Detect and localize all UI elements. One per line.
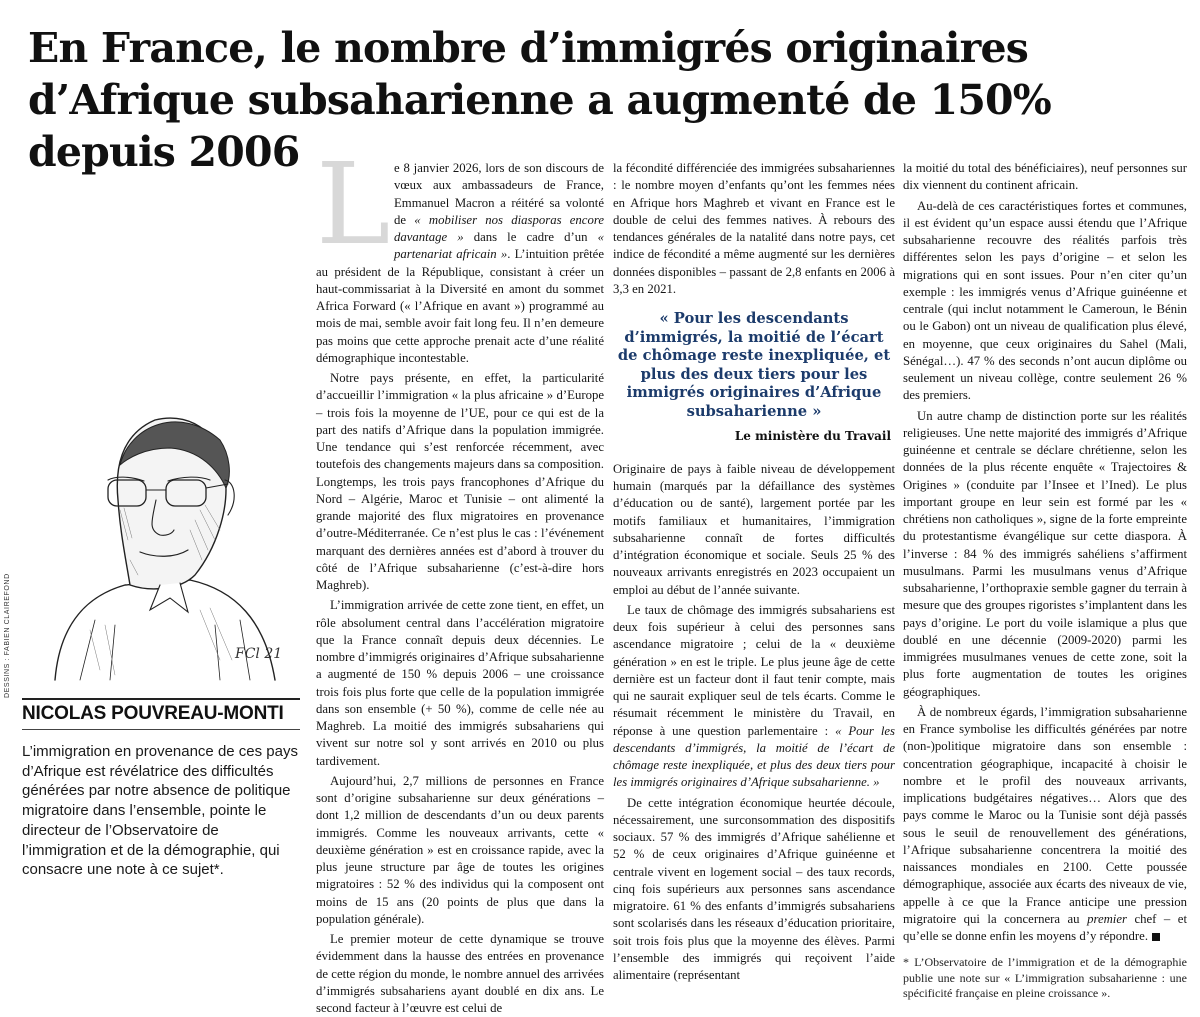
text-run: L’immigration arrivée de cette zone tient, en effet, un rôle absolument central dans l’accélération migratoire que la France connaît depuis deux décennies. Le nombre d’immigrés originaires d’Afrique subsaharienne a augmenté de 150 % depuis 2006 – une croissance trois fois plus forte que celle de la population immigrée dans son ensemble (+ 50 %), comme de celle née au Maghreb. La moitié des immigrés subsahariens qui vivent sur notre sol y sont arrivés en 2010 ou plus tardivement. xyxy=(316,598,604,768)
article-paragraph xyxy=(903,704,1187,946)
text-run: Le taux de chômage des immigrés subsahariens est deux fois supérieur à celui des personnes sans ascendance migratoire ; celui de la « deuxième génération » en est le triple. Le plus jeune âge de cette dernière est un facteur dont il faut tenir compte, mais qui ne saurait expliquer seul de tels écarts. Comme le résumait récemment le ministère du Travail, en réponse à une question parlementaire : xyxy=(613,602,895,738)
text-run: Originaire de pays à faible niveau de développement humain (marqués par la défaillance des systèmes d’éducation ou de santé), largement portée par les motifs familiaux et humanitaires, l’immigration subsaharienne connaît de fortes difficultés d’intégration économique et sociale. Seuls 25 % des nouveaux arrivants enregistrés en 2023 occupaient un emploi au début de l’année suivante. xyxy=(613,461,895,597)
text-run: Le premier moteur de cette dynamique se trouve évidemment dans la hausse des entrées en provenance de cette région du monde, le nombre annuel des arrivées d’immigrés subsahariens ayant doublé en dix ans. Le second facteur à l’œuvre est celui de xyxy=(316,932,604,1015)
text-run: Aujourd’hui, 2,7 millions de personnes en France sont d’origine subsaharienne sur deux générations – dont 1,2 million de descendants d’un ou deux parents immigrés. Comme les nouveaux arrivants, cette « deuxième génération » est en croissance rapide, avec la plus jeune structure par âge de toutes les origines migratoires : 52 % des individus qui la composent ont moins de 15 ans (20 points de plus que dans la population générale). xyxy=(316,773,604,926)
text-run: Un autre champ de distinction porte sur les réalités religieuses. Une nette majorité des immigrés d’Afrique guinéenne et centrale se déclare chrétienne, selon les données de la plus récente enquête « Trajectoires & Origines » (conduite par l’Insee et l’Ined). Le plus important groupe en leur sein est formé par les « chrétiens non catholiques », signe de la forte empreinte du protestantisme évangélique sur cette diaspora. À l’inverse : 84 % des immigrés sahéliens s’affirment musulmans. Parmi les musulmans venus d’Afrique subsaharienne, l’orthopraxie semble gagner du terrain à mesure que des groupes rigoristes s’implantent dans les pays d’origine. Le port du voile islamique a plus que doublé en une décennie (2009-2020) parmi les immigrées musulmanes venues de cette zone, soit la plus forte augmentation de toutes les origines géographiques. xyxy=(903,408,1187,699)
author-rule xyxy=(22,729,300,730)
article-paragraph xyxy=(316,773,604,928)
article-paragraph xyxy=(316,931,604,1017)
article-footnote: * L’Observatoire de l’immigration et de la démographie publie une note sur « L’immigration subsaharienne : une spécificité française en pleine croissance ». xyxy=(903,955,1187,1001)
article-paragraph xyxy=(316,370,604,594)
drop-cap: L xyxy=(316,140,391,270)
article-paragraph xyxy=(613,602,895,792)
article-paragraph xyxy=(613,795,895,985)
article-column-1 xyxy=(316,140,604,1017)
article-lede: L’immigration en provenance de ces pays d’Afrique est révélatrice des difficultés générées par notre absence de politique migratoire dans l’ensemble, pointe le directeur de l’Observatoire de l’immigration et de la démographie, qui consacre une note à ce sujet*. xyxy=(22,743,298,879)
italic-quote: « partenariat africain » xyxy=(394,230,604,262)
pull-quote xyxy=(613,310,895,445)
text-run: chef – et qu’elle se donne enfin les moyens d’y répondre. xyxy=(903,911,1188,943)
column-2-body xyxy=(613,461,895,985)
author-portrait-drawing xyxy=(20,380,290,680)
pull-quote-source: Le ministère du Travail xyxy=(734,428,891,443)
italic-quote: « Pour les descendants d’immigrés, la moitié de l’écart de chômage reste inexpliquée, et plus des deux tiers pour les immigrés originaires d’Afrique subsaharienne. » xyxy=(613,723,895,790)
italic-quote: « mobiliser nos diasporas encore davantage » xyxy=(394,212,604,244)
author-name: NICOLAS POUVREAU-MONTI xyxy=(22,698,300,725)
pull-quote-text: « Pour les descendants d’immigrés, la moitié de l’écart de chômage reste inexpliquée, et plus des deux tiers pour les immigrés originaires d’Afrique subsaharienne » xyxy=(617,310,891,420)
column-2-intro: la fécondité différenciée des immigrées subsahariennes : le nombre moyen d’enfants qu’ont les femmes nées en Afrique hors Maghreb et vivant en France est le double de celui des femmes natives. À rebours des tendances générales de la natalité dans notre pays, cet indice de fécondité a même augmenté sur les dernières données disponibles – passant de 2,8 enfants en 2006 à 3,3 en 2021. xyxy=(613,161,895,296)
text-run: Notre pays présente, en effet, la particularité d’accueillir l’immigration « la plus africaine » d’Europe – trois fois la moyenne de l’UE, pour ce qui est de la part des natifs d’Afrique dans la population immigrée. Une tendance qui s’est renforcée récemment, avec toutefois des changements majeurs dans sa composition. Longtemps, les trois pays francophones d’Afrique du Nord – Algérie, Maroc et Tunisie – ont alimenté la grande majorité des flux migratoires en provenance d’outre-Méditerranée. Ce n’est plus le cas : l’événement marquant des dernières années est d’abord à trouver du côté de l’Afrique subsaharienne (c’est-à-dire hors Maghreb). xyxy=(316,371,604,592)
svg-text:FCl 21: FCl 21 xyxy=(235,646,283,662)
text-run: Au-delà de ces caractéristiques fortes et communes, il est évident qu’un espace aussi étendu que l’Afrique subsaharienne recouvre des réalités parfois très différentes selon les pays d’origine – et selon les migrations qui en sont issues. Pour n’en citer qu’un exemple : les immigrés venus d’Afrique guinéenne et centrale (qui inclut notamment le Cameroun, le Bénin ou le Gabon) ont un niveau de qualification plus élevé, en moyenne, que ceux originaires du Sahel (Mali, Sénégal…). 47 % des seconds n’ont aucun diplôme ou seulement un niveau collège, contre seulement 26 % des premiers. xyxy=(903,198,1187,403)
article-column-3 xyxy=(903,160,1187,1002)
article-paragraph xyxy=(903,160,1187,195)
text-run: dans le cadre d’un xyxy=(463,230,598,244)
article-column-2 xyxy=(613,160,895,984)
text-run: . L’intuition prêtée au président de la République, consistant à créer un haut-commissariat à la Diversité en amont du sommet Africa Forward (« l’Afrique en avant ») programmé au mois de mai, semble avoir fait long feu. Il n’en demeure pas moins que cette approche prenait acte d’une réalité démographique incontestable. xyxy=(316,247,604,365)
article-headline: En France, le nombre d’immigrés originaires d’Afrique subsaharienne a augmenté de 150% depuis 2006 xyxy=(28,24,1051,176)
article-paragraph xyxy=(903,198,1187,405)
photo-credit: DESSINS : FABIEN CLAIREFOND xyxy=(4,573,11,698)
text-run: À de nombreux égards, l’immigration subsaharienne en France symbolise les difficultés générées par notre (non-)politique migratoire dans son ensemble : concentration géographique, incapacité à choisir le nombre et le profil des nouveaux arrivants, implications budgétaires négatives… Alors que des pays comme le Maroc ou la Tunisie sont déjà passés sous le seuil de renouvellement des générations, l’Afrique subsaharienne concentrera la moitié des naissances mondiales en 2100. Cette poussée démographique, associée aux écarts des niveaux de vie, appelle à ce que la France anticipe une pression migratoire qui la concernera au xyxy=(903,704,1187,926)
article-paragraph xyxy=(316,597,604,770)
text-run: la moitié du total des bénéficiaires), neuf personnes sur dix viennent du continent africain. xyxy=(903,161,1187,193)
text-run: e 8 janvier 2026, lors de son discours de vœux aux ambassadeurs de France, Emmanuel Macron a réitéré sa volonté de xyxy=(394,161,604,227)
end-of-article-mark xyxy=(1152,933,1160,941)
column-3-body xyxy=(903,160,1187,945)
article-paragraph xyxy=(903,408,1187,701)
column-1-body xyxy=(316,140,604,1017)
italic-quote: premier xyxy=(1087,911,1127,926)
text-run: De cette intégration économique heurtée découle, nécessairement, une surconsommation des dispositifs sociaux. 57 % des immigrés d’Afrique sahélienne et 52 % de ceux originaires d’Afrique guinéenne et centrale vivent en logement social – des taux records, cinq fois supérieurs aux personnes sans ascendance migratoire. 61 % des enfants d’immigrés subsahariens sont scolarisés dans les réseaux d’éducation prioritaire, soit trois fois plus que la moyenne des élèves. Parmi l’ensemble des immigrés qui reçoivent l’aide alimentaire (représentant xyxy=(613,795,895,983)
article-paragraph xyxy=(613,461,895,599)
